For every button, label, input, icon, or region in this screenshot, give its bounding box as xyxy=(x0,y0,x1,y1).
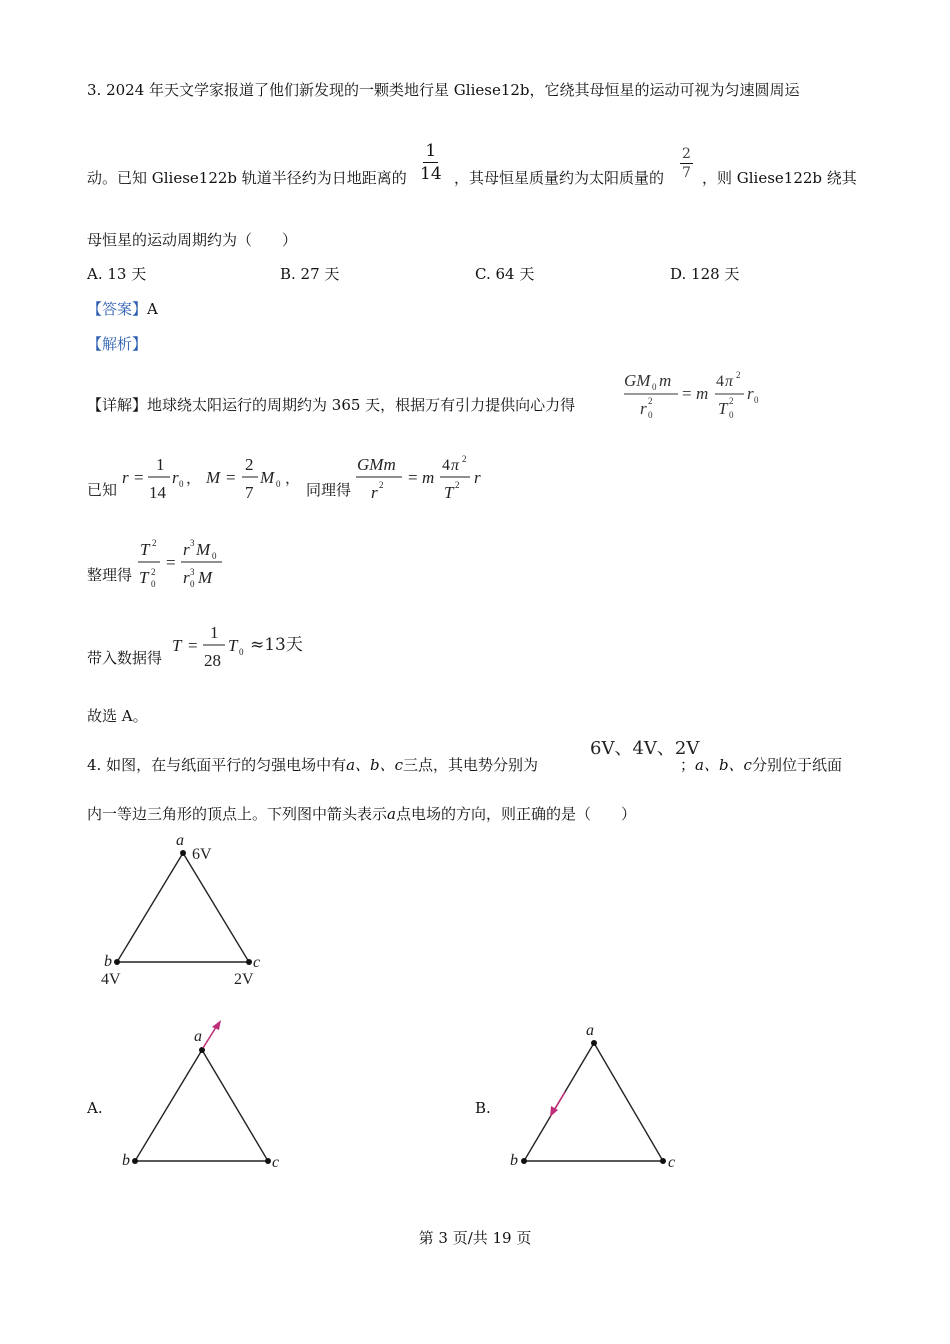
q3-option-c: C. 64 天 xyxy=(475,265,535,283)
page-footer: 第 3 页/共 19 页 xyxy=(418,1229,532,1247)
svg-text:r: r xyxy=(183,540,190,559)
q3-line2-a: 动。已知 Gliese122b 轨道半径约为日地距离的 xyxy=(87,169,407,187)
q3-line3: 母恒星的运动周期约为（ ） xyxy=(87,231,298,249)
vertex-c-label: c xyxy=(253,954,261,971)
svg-text:0: 0 xyxy=(212,551,217,561)
detail-line: 【详解】地球绕太阳运行的周期约为 365 天，根据万有引力提供向心力得 xyxy=(87,396,576,414)
svg-text:r: r xyxy=(747,384,754,403)
svg-text:a: a xyxy=(586,1022,594,1039)
svg-text:2: 2 xyxy=(245,455,254,474)
q3-option-a: A. 13 天 xyxy=(87,265,147,283)
svg-text:0: 0 xyxy=(648,410,653,420)
svg-text:2: 2 xyxy=(462,454,467,464)
svg-text:M: M xyxy=(260,468,275,487)
q4-line1: 4. 如图，在与纸面平行的匀强电场中有a、b、c三点，其电势分别为 xyxy=(87,756,539,774)
svg-text:m: m xyxy=(696,384,709,403)
analysis-label: 【解析】 xyxy=(87,335,148,353)
svg-text:T: T xyxy=(139,568,149,587)
vertex-c-voltage: 2V xyxy=(234,971,254,988)
svg-text:0: 0 xyxy=(190,579,195,589)
svg-text:M: M xyxy=(198,568,213,587)
svg-text:r: r xyxy=(371,483,378,502)
svg-text:c: c xyxy=(272,1154,280,1171)
svg-text:m: m xyxy=(659,371,672,390)
svg-text:T: T xyxy=(228,636,238,655)
svg-text:=: = xyxy=(188,636,198,655)
svg-text:3: 3 xyxy=(190,538,195,548)
svg-text:r: r xyxy=(122,468,129,487)
svg-text:=: = xyxy=(408,468,418,487)
svg-text:=: = xyxy=(682,384,692,403)
svg-text:7: 7 xyxy=(245,483,254,502)
approx-result: ≈13天 xyxy=(250,635,303,655)
svg-text:2: 2 xyxy=(648,396,653,406)
svg-text:0: 0 xyxy=(239,647,244,657)
q4-line2: 内一等边三角形的顶点上。下列图中箭头表示a点电场的方向，则正确的是（ ） xyxy=(87,805,636,823)
svg-text:2: 2 xyxy=(151,567,156,577)
triangle-figure-main xyxy=(90,825,280,995)
q3-frac-2-7: $\frac{2}{7}$ xyxy=(682,146,691,181)
svg-text:1: 1 xyxy=(210,623,219,642)
q3-option-d: D. 128 天 xyxy=(670,265,740,283)
q4-line1-c: ；a、b、c分别位于纸面 xyxy=(680,756,842,774)
svg-text:，: ， xyxy=(186,471,202,487)
svg-text:2: 2 xyxy=(729,396,734,406)
svg-text:=: = xyxy=(226,468,236,487)
formula-arrange xyxy=(136,535,236,593)
svg-text:T: T xyxy=(444,483,454,502)
svg-text:0: 0 xyxy=(151,579,156,589)
svg-text:1: 1 xyxy=(156,455,165,474)
svg-text:0: 0 xyxy=(652,382,657,392)
svg-text:GMm: GMm xyxy=(357,455,396,474)
svg-text:0: 0 xyxy=(729,410,734,420)
svg-text:T: T xyxy=(718,399,728,418)
svg-text:4: 4 xyxy=(716,373,724,390)
svg-text:r: r xyxy=(172,468,179,487)
arrange-label: 整理得 xyxy=(87,566,133,584)
svg-text:14: 14 xyxy=(149,483,166,502)
substitute-label: 带入数据得 xyxy=(87,649,163,667)
svg-text:b: b xyxy=(510,1152,518,1169)
svg-text:2: 2 xyxy=(379,480,384,490)
svg-text:=: = xyxy=(134,468,144,487)
vertex-b-label: b xyxy=(104,953,112,970)
q3-line1: 3. 2024 年天文学家报道了他们新发现的一颗类地行星 Gliese12b，它绕其母恒星的运动可视为匀速圆周运 xyxy=(87,81,800,99)
same-label: 同理得 xyxy=(306,481,352,499)
svg-text:r: r xyxy=(183,568,190,587)
svg-text:28: 28 xyxy=(204,651,221,670)
svg-text:4: 4 xyxy=(442,457,450,474)
vertex-a-voltage: 6V xyxy=(192,846,212,863)
svg-text:0: 0 xyxy=(179,479,184,489)
answer-value: A xyxy=(147,300,158,318)
svg-text:π: π xyxy=(451,457,460,474)
svg-text:π: π xyxy=(725,373,734,390)
vertex-b-voltage: 4V xyxy=(101,971,121,988)
formula-known xyxy=(118,450,488,508)
svg-text:2: 2 xyxy=(736,370,741,380)
svg-text:r: r xyxy=(640,399,647,418)
svg-text:M: M xyxy=(206,468,221,487)
svg-text:T: T xyxy=(172,636,182,655)
svg-text:T: T xyxy=(140,540,150,559)
q3-line2-c: ，则 Gliese122b 绕其 xyxy=(702,169,857,187)
option-a-figure xyxy=(115,1015,295,1175)
option-b-figure xyxy=(505,1015,685,1175)
svg-text:M: M xyxy=(196,540,211,559)
svg-text:m: m xyxy=(422,468,435,487)
q3-line2-b: ，其母恒星质量约为太阳质量的 xyxy=(454,169,665,187)
formula-gravity-earth xyxy=(620,366,770,424)
answer-line xyxy=(87,299,158,319)
svg-text:r: r xyxy=(474,468,481,487)
svg-text:2: 2 xyxy=(152,538,157,548)
svg-text:a: a xyxy=(194,1028,202,1045)
known-label: 已知 xyxy=(87,481,118,499)
q4-potentials: 6V、4V、2V xyxy=(590,738,700,759)
svg-text:c: c xyxy=(668,1154,676,1171)
formula-substitute xyxy=(168,618,258,676)
q3-frac-1-14: $\frac{1}{14}$ xyxy=(420,141,442,184)
svg-text:3: 3 xyxy=(190,567,195,577)
answer-label: 【答案】 xyxy=(87,300,148,318)
svg-text:0: 0 xyxy=(276,479,281,489)
svg-text:2: 2 xyxy=(455,480,460,490)
svg-text:GM: GM xyxy=(624,371,651,390)
svg-text:b: b xyxy=(122,1152,130,1169)
q4-option-a-label: A. xyxy=(87,1099,103,1117)
svg-text:，: ， xyxy=(285,471,301,487)
vertex-a-label: a xyxy=(176,832,184,849)
conclusion: 故选 A。 xyxy=(87,707,148,725)
svg-text:=: = xyxy=(166,553,176,572)
q3-option-b: B. 27 天 xyxy=(280,265,340,283)
svg-text:0: 0 xyxy=(754,395,759,405)
q4-option-b-label: B. xyxy=(475,1099,491,1117)
